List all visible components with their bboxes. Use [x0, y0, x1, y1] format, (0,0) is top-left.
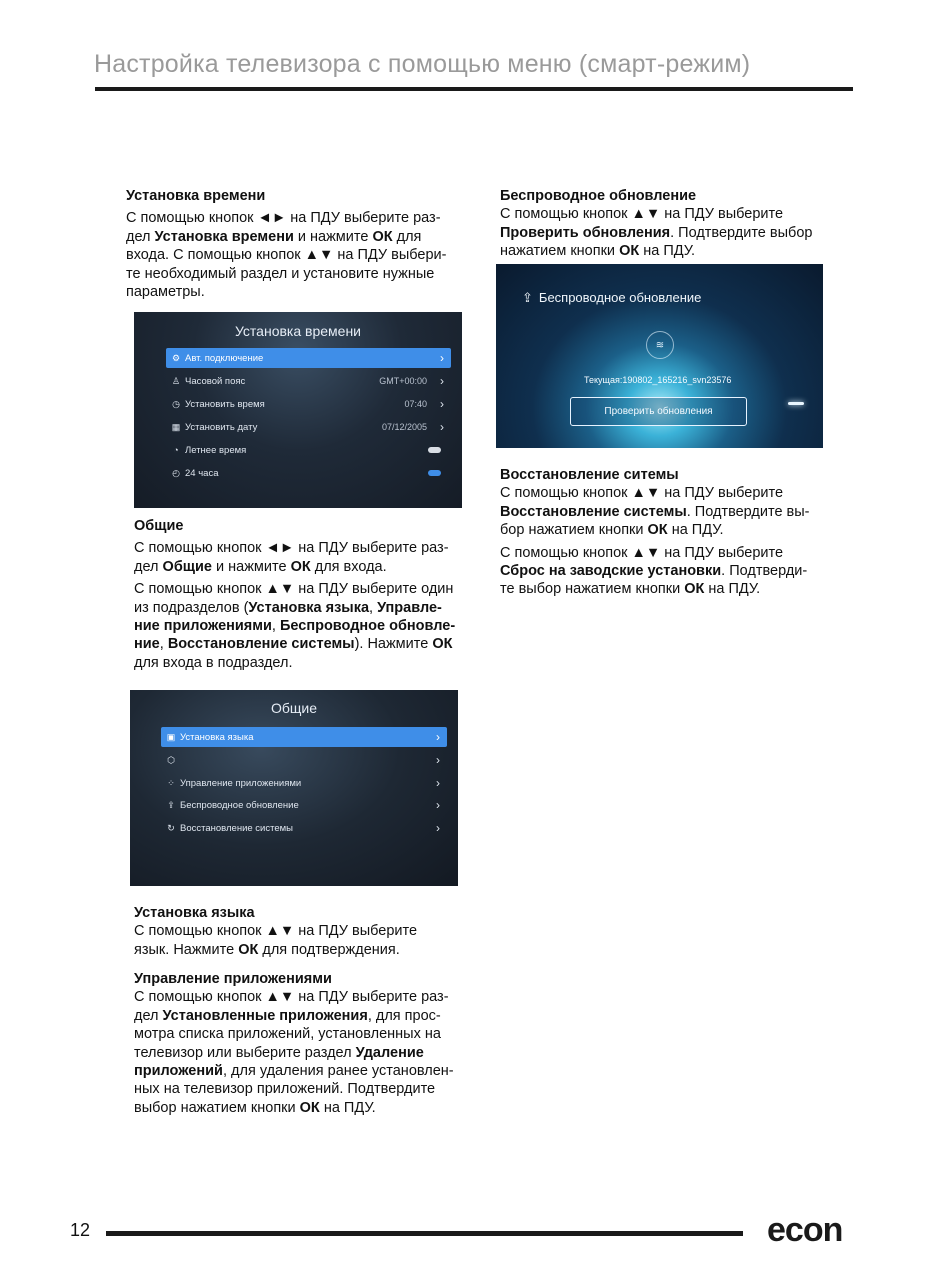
menu-item-label: 24 часа — [185, 467, 219, 479]
text-run: , — [159, 636, 168, 653]
text-run: и нажмите — [293, 228, 373, 245]
chevron-right-icon: › — [436, 776, 440, 790]
text-run: на ПДУ. — [639, 243, 696, 260]
chevron-right-icon: › — [436, 730, 440, 744]
text-run: . Подтвердите выбор — [670, 224, 813, 241]
text-run: дел — [126, 228, 155, 245]
apps-heading: Управление приложениями — [134, 971, 332, 987]
text-run: язык. Нажмите — [134, 941, 239, 958]
bold-run: ОК — [647, 522, 668, 539]
bold-run: ние приложениями — [134, 618, 272, 635]
apps-section — [134, 970, 484, 1117]
menu-item-label: Часовой пояс — [185, 375, 246, 387]
bold-run: ОК — [684, 581, 705, 598]
text-line: С помощью кнопок ▲▼ на ПДУ выберите раз- — [134, 989, 449, 1006]
text-run: , для удаления ранее установлен- — [222, 1063, 454, 1080]
wifi-icon: ≋ — [646, 331, 674, 359]
text-line: С помощью кнопок ◄► на ПДУ выберите раз- — [134, 540, 449, 557]
screen-title: Установка времени — [234, 323, 362, 339]
language-text — [134, 922, 484, 959]
text-run: дел — [134, 1007, 163, 1024]
econ-logo: econ — [767, 1211, 843, 1249]
toggle-off[interactable] — [428, 447, 441, 453]
text-line: те необходимый раздел и установите нужные — [126, 265, 435, 282]
text-line: С помощью кнопок ▲▼ на ПДУ выберите один — [134, 581, 454, 598]
bold-run: ОК — [238, 941, 259, 958]
bold-run: Общие — [162, 558, 212, 575]
bold-run: ОК — [619, 243, 640, 260]
bold-run: Установленные приложения — [162, 1007, 368, 1024]
language-heading: Установка языка — [134, 905, 255, 921]
text-run: на ПДУ. — [667, 522, 724, 539]
gear-icon: ⚙ — [171, 352, 181, 363]
menu-item-24-hours[interactable] — [166, 463, 451, 483]
text-run: из подразделов ( — [134, 599, 249, 616]
bold-run: ОК — [432, 636, 453, 653]
text-run: для подтверждения. — [258, 941, 400, 958]
chevron-right-icon: › — [440, 374, 444, 388]
glow-decoration — [788, 402, 804, 405]
text-run: те выбор нажатием кнопки — [500, 581, 685, 598]
chevron-right-icon: › — [440, 397, 444, 411]
restore-paragraph-1 — [500, 484, 845, 539]
text-run: и нажмите — [212, 558, 291, 575]
menu-item-label: Авт. подключение — [185, 352, 264, 364]
chevron-right-icon: › — [440, 351, 444, 365]
menu-item-value: 07/12/2005 — [381, 422, 427, 432]
text-run: ). Нажмите — [354, 636, 433, 653]
menu-item-set-time[interactable] — [166, 394, 451, 414]
menu-item-label: Летнее время — [185, 444, 247, 456]
cube-icon: ⬡ — [167, 754, 175, 765]
text-run: нажатием кнопки — [500, 243, 620, 260]
refresh-icon: ↻ — [167, 822, 175, 833]
text-line: входа. С помощью кнопок ▲▼ на ПДУ выбери- — [126, 247, 447, 264]
text-line: параметры. — [126, 284, 205, 301]
wireless-section — [500, 187, 845, 261]
bold-run: Проверить обновления — [500, 224, 671, 241]
menu-item-wireless-update[interactable] — [161, 795, 447, 815]
text-run: бор нажатием кнопки — [500, 522, 648, 539]
restore-paragraph-2 — [500, 544, 845, 599]
text-run: для — [392, 228, 422, 245]
bold-run: ОК — [299, 1099, 320, 1116]
text-run: , для прос- — [367, 1007, 441, 1024]
general-section — [134, 517, 484, 672]
apps-grid-icon: ⁘ — [167, 777, 175, 788]
wireless-heading: Беспроводное обновление — [500, 188, 697, 204]
menu-item-value: 07:40 — [404, 399, 427, 409]
general-paragraph-1 — [134, 539, 484, 576]
time-setup-heading: Установка времени — [126, 188, 266, 204]
menu-item-set-date[interactable] — [166, 417, 451, 437]
chevron-right-icon: › — [436, 753, 440, 767]
bold-run: Установка времени — [154, 228, 294, 245]
bold-run: Восстановление системы — [500, 503, 687, 520]
text-line: С помощью кнопок ▲▼ на ПДУ выберите — [500, 206, 784, 223]
screen-title-label: Беспроводное обновление — [538, 290, 702, 305]
restore-section — [500, 466, 845, 599]
bold-run: Установка языка — [248, 599, 370, 616]
chevron-right-icon: › — [436, 798, 440, 812]
text-line: для входа в подраздел. — [134, 654, 293, 671]
text-line: С помощью кнопок ▲▼ на ПДУ выберите — [500, 485, 784, 502]
text-run: для входа. — [310, 558, 387, 575]
menu-item-unlabeled[interactable] — [161, 750, 447, 770]
apps-text — [134, 988, 484, 1117]
text-run: , — [271, 618, 280, 635]
menu-item-app-management[interactable] — [161, 773, 447, 793]
text-line: С помощью кнопок ▲▼ на ПДУ выберите — [134, 923, 418, 940]
general-paragraph-2 — [134, 580, 484, 672]
menu-item-system-restore[interactable] — [161, 818, 447, 838]
text-run: . Подтверди- — [721, 563, 808, 580]
menu-item-value: GMT+00:00 — [379, 376, 427, 386]
menu-item-label: Установить время — [185, 398, 265, 410]
chevron-right-icon: › — [440, 420, 444, 434]
page-header-title: Настройка телевизора с помощью меню (смарт-режим) — [94, 50, 751, 78]
toggle-on[interactable] — [428, 470, 441, 476]
bold-run: Удаление — [355, 1044, 424, 1061]
text-line: С помощью кнопок ◄► на ПДУ выберите раз- — [126, 210, 441, 227]
bold-run: Управле- — [377, 599, 442, 616]
bold-run: приложений — [134, 1063, 223, 1080]
menu-item-label: Восстановление системы — [180, 822, 294, 834]
menu-item-label: Управление приложениями — [180, 777, 302, 789]
header-rule — [95, 87, 853, 91]
menu-item-language[interactable] — [161, 727, 447, 747]
current-version: Текущая:190802_165216_svn23576 — [584, 375, 732, 385]
text-line: ных на телевизор приложений. Подтвердите — [134, 1081, 436, 1098]
menu-item-daylight-saving[interactable] — [166, 440, 451, 460]
bold-run: Беспроводное обновле- — [279, 618, 456, 635]
text-run: , — [369, 599, 378, 616]
text-run: выбор нажатием кнопки — [134, 1099, 300, 1116]
screen-title: Общие — [270, 700, 318, 716]
screen-general — [130, 690, 458, 886]
menu-item-label: Установка языка — [180, 731, 254, 743]
page-number: 12 — [70, 1220, 91, 1240]
screen-wireless-update — [496, 264, 823, 448]
upload-icon: ⇪ — [522, 290, 533, 305]
bold-run: ние — [134, 636, 160, 653]
text-run: дел — [134, 558, 163, 575]
screen-title — [522, 290, 701, 306]
clock-icon: ◔ — [173, 445, 179, 455]
language-icon: ▣ — [166, 731, 176, 742]
screen-time-setup — [134, 312, 462, 508]
menu-item-time-zone[interactable] — [166, 371, 451, 391]
chevron-right-icon: › — [436, 821, 440, 835]
footer-rule — [106, 1231, 743, 1236]
check-updates-button[interactable]: Проверить обновления — [570, 397, 747, 426]
menu-item-label: Беспроводное обновление — [180, 799, 299, 811]
text-line: С помощью кнопок ▲▼ на ПДУ выберите — [500, 544, 784, 561]
text-run: на ПДУ. — [704, 581, 761, 598]
bold-run: Восстановление системы — [167, 636, 355, 653]
text-run: телевизор или выберите раздел — [134, 1044, 356, 1061]
wireless-text — [500, 205, 845, 260]
clock-icon: ◴ — [172, 467, 180, 478]
time-setup-text — [126, 209, 466, 301]
calendar-icon: ▦ — [171, 421, 181, 432]
menu-item-auto-connect[interactable] — [166, 348, 451, 368]
upload-icon: ⇪ — [167, 799, 175, 810]
text-run: . Подтвердите вы- — [686, 503, 810, 520]
text-run: на ПДУ. — [319, 1099, 376, 1116]
clock-icon: ◷ — [172, 398, 180, 409]
restore-heading: Восстановление ситемы — [500, 467, 679, 483]
general-heading: Общие — [134, 518, 184, 534]
time-setup-section — [126, 187, 466, 301]
bold-run: Сброс на заводские установки — [500, 563, 722, 580]
bold-run: ОК — [372, 228, 393, 245]
menu-item-label: Установить дату — [185, 421, 258, 433]
globe-person-icon: ♙ — [171, 375, 181, 386]
language-section — [134, 904, 484, 959]
bold-run: ОК — [290, 558, 311, 575]
text-line: мотра списка приложений, установленных на — [134, 1026, 441, 1043]
